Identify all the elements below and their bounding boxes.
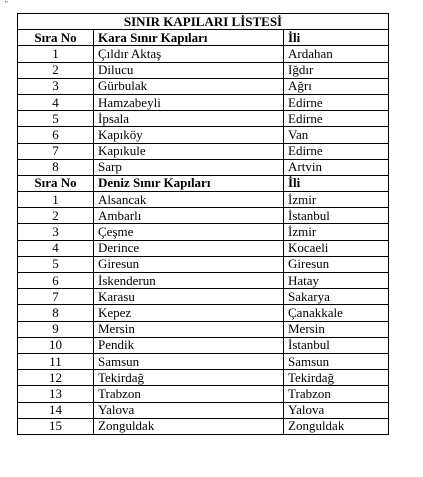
row-number: 7: [18, 289, 94, 305]
gate-name: Tekirdağ: [94, 370, 284, 386]
table-row: [18, 370, 389, 386]
row-number: 10: [18, 337, 94, 353]
gate-name: Yalova: [94, 402, 284, 418]
city-name: İzmir: [284, 224, 389, 240]
city-name: Iğdır: [284, 62, 389, 78]
border-gates-table: [17, 13, 389, 435]
row-number: 8: [18, 305, 94, 321]
gate-name: Trabzon: [94, 386, 284, 402]
header-city: İli: [284, 175, 389, 191]
row-number: 2: [18, 62, 94, 78]
row-number: 1: [18, 46, 94, 62]
city-name: İstanbul: [284, 208, 389, 224]
city-name: Edirne: [284, 143, 389, 159]
row-number: 13: [18, 386, 94, 402]
table-row: [18, 273, 389, 289]
row-number: 4: [18, 240, 94, 256]
table-row: [18, 111, 389, 127]
gate-name: Çıldır Aktaş: [94, 46, 284, 62]
city-name: Van: [284, 127, 389, 143]
city-name: İzmir: [284, 192, 389, 208]
gate-name: İskenderun: [94, 273, 284, 289]
row-number: 5: [18, 111, 94, 127]
gate-name: Mersin: [94, 321, 284, 337]
row-number: 2: [18, 208, 94, 224]
city-name: Ağrı: [284, 78, 389, 94]
table-row: [18, 305, 389, 321]
gate-name: Kepez: [94, 305, 284, 321]
gate-name: Dilucu: [94, 62, 284, 78]
header-city: İli: [284, 30, 389, 46]
gate-name: Çeşme: [94, 224, 284, 240]
table-row: [18, 192, 389, 208]
table-row: [18, 94, 389, 110]
header-gate-type: Kara Sınır Kapıları: [94, 30, 284, 46]
table-row: [18, 208, 389, 224]
gate-name: Zonguldak: [94, 418, 284, 434]
table-row: [18, 159, 389, 175]
city-name: Çanakkale: [284, 305, 389, 321]
table-body: [18, 14, 389, 435]
table-row: [18, 418, 389, 434]
table-row: [18, 46, 389, 62]
section-header-row: [18, 175, 389, 191]
header-sira-no: Sıra No: [18, 30, 94, 46]
city-name: Edirne: [284, 111, 389, 127]
gate-name: Pendik: [94, 337, 284, 353]
row-number: 3: [18, 78, 94, 94]
gate-name: Kapıkule: [94, 143, 284, 159]
row-number: 14: [18, 402, 94, 418]
row-number: 9: [18, 321, 94, 337]
table-row: [18, 224, 389, 240]
row-number: 11: [18, 353, 94, 369]
section-header-row: [18, 30, 389, 46]
gate-name: Alsancak: [94, 192, 284, 208]
row-number: 15: [18, 418, 94, 434]
header-sira-no: Sıra No: [18, 175, 94, 191]
city-name: Hatay: [284, 273, 389, 289]
table-row: [18, 337, 389, 353]
city-name: Mersin: [284, 321, 389, 337]
city-name: Edirne: [284, 94, 389, 110]
city-name: Trabzon: [284, 386, 389, 402]
title-row: [18, 14, 389, 30]
table-row: [18, 62, 389, 78]
gate-name: İpsala: [94, 111, 284, 127]
city-name: Kocaeli: [284, 240, 389, 256]
table-row: [18, 321, 389, 337]
row-number: 6: [18, 273, 94, 289]
table-row: [18, 386, 389, 402]
table-row: [18, 240, 389, 256]
gate-name: Derince: [94, 240, 284, 256]
gate-name: Karasu: [94, 289, 284, 305]
row-number: 12: [18, 370, 94, 386]
table-row: [18, 78, 389, 94]
row-number: 3: [18, 224, 94, 240]
table-row: [18, 402, 389, 418]
city-name: Artvin: [284, 159, 389, 175]
city-name: Zonguldak: [284, 418, 389, 434]
table-row: [18, 256, 389, 272]
table-row: [18, 353, 389, 369]
gate-name: Sarp: [94, 159, 284, 175]
gate-name: Hamzabeyli: [94, 94, 284, 110]
table-row: [18, 289, 389, 305]
gate-name: Giresun: [94, 256, 284, 272]
gate-name: Samsun: [94, 353, 284, 369]
table-row: [18, 143, 389, 159]
city-name: Yalova: [284, 402, 389, 418]
corner-mark: ": [5, 0, 8, 8]
row-number: 7: [18, 143, 94, 159]
city-name: Sakarya: [284, 289, 389, 305]
table-row: [18, 127, 389, 143]
city-name: Giresun: [284, 256, 389, 272]
gate-name: Kapıköy: [94, 127, 284, 143]
gate-name: Ambarlı: [94, 208, 284, 224]
table-title: SINIR KAPILARI LİSTESİ: [18, 14, 389, 30]
row-number: 6: [18, 127, 94, 143]
city-name: Ardahan: [284, 46, 389, 62]
row-number: 8: [18, 159, 94, 175]
city-name: Samsun: [284, 353, 389, 369]
city-name: İstanbul: [284, 337, 389, 353]
row-number: 1: [18, 192, 94, 208]
gate-name: Gürbulak: [94, 78, 284, 94]
row-number: 4: [18, 94, 94, 110]
city-name: Tekirdağ: [284, 370, 389, 386]
row-number: 5: [18, 256, 94, 272]
header-gate-type: Deniz Sınır Kapıları: [94, 175, 284, 191]
